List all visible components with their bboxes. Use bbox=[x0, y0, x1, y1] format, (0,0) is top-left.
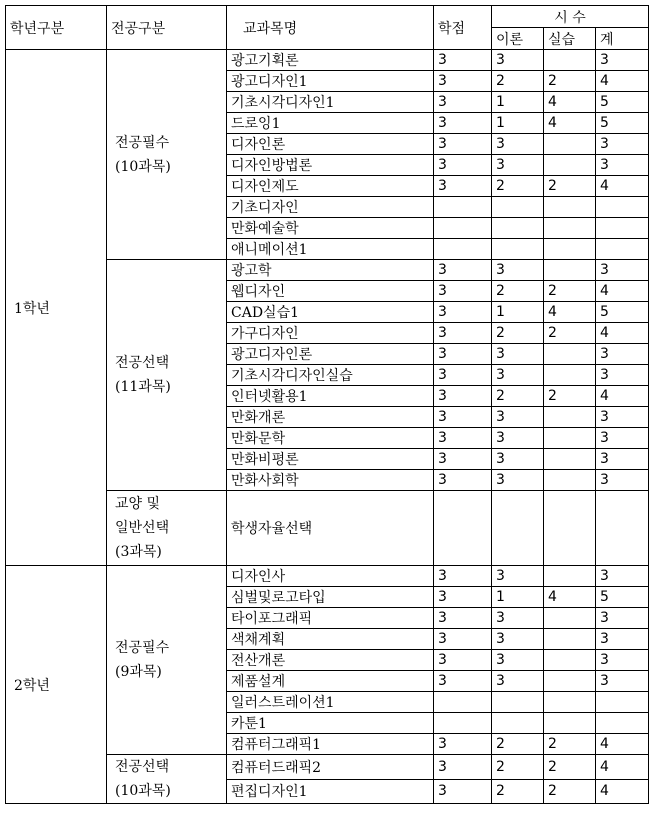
major-group-elective-2-line: (10과목) bbox=[115, 783, 171, 799]
theory-cell: 2 bbox=[492, 755, 544, 780]
total-cell bbox=[596, 713, 649, 734]
total-cell bbox=[596, 197, 649, 218]
credit-cell bbox=[434, 197, 492, 218]
course-name: 컴퓨터그래픽1 bbox=[227, 734, 434, 755]
course-name: 타이포그래픽 bbox=[227, 608, 434, 629]
total-cell: 5 bbox=[596, 302, 649, 323]
major-group-required-2 bbox=[107, 566, 227, 755]
table-row bbox=[6, 566, 649, 587]
practice-cell bbox=[544, 713, 596, 734]
major-group-general-1-line: 교양 및 bbox=[115, 496, 161, 512]
course-name: CAD실습1 bbox=[227, 302, 434, 323]
total-cell: 4 bbox=[596, 323, 649, 344]
practice-cell: 2 bbox=[544, 386, 596, 407]
theory-cell: 1 bbox=[492, 302, 544, 323]
theory-cell: 3 bbox=[492, 566, 544, 587]
total-cell bbox=[596, 239, 649, 260]
practice-cell bbox=[544, 260, 596, 281]
total-cell: 3 bbox=[596, 155, 649, 176]
course-name: 인터넷활용1 bbox=[227, 386, 434, 407]
total-cell: 3 bbox=[596, 449, 649, 470]
curriculum-table bbox=[5, 5, 649, 804]
course-name: 가구디자인 bbox=[227, 323, 434, 344]
total-cell: 3 bbox=[596, 365, 649, 386]
practice-cell bbox=[544, 344, 596, 365]
credit-cell: 3 bbox=[434, 113, 492, 134]
course-name: 디자인론 bbox=[227, 134, 434, 155]
total-cell: 3 bbox=[596, 407, 649, 428]
credit-cell: 3 bbox=[434, 344, 492, 365]
course-name: 광고디자인1 bbox=[227, 71, 434, 92]
course-name: 만화개론 bbox=[227, 407, 434, 428]
theory-cell: 3 bbox=[492, 134, 544, 155]
total-cell: 3 bbox=[596, 566, 649, 587]
header-hours: 시 수 bbox=[492, 6, 649, 28]
total-cell: 3 bbox=[596, 428, 649, 449]
practice-cell bbox=[544, 218, 596, 239]
credit-cell bbox=[434, 692, 492, 713]
practice-cell: 2 bbox=[544, 755, 596, 780]
theory-cell: 3 bbox=[492, 671, 544, 692]
course-name: 만화비평론 bbox=[227, 449, 434, 470]
total-cell: 4 bbox=[596, 779, 649, 804]
header-year: 학년구분 bbox=[6, 6, 107, 50]
credit-cell bbox=[434, 713, 492, 734]
theory-cell: 3 bbox=[492, 449, 544, 470]
theory-cell: 3 bbox=[492, 470, 544, 491]
credit-cell: 3 bbox=[434, 323, 492, 344]
total-cell: 3 bbox=[596, 134, 649, 155]
total-cell: 3 bbox=[596, 629, 649, 650]
major-group-elective-2 bbox=[107, 755, 227, 804]
header-row bbox=[6, 6, 649, 28]
theory-cell: 3 bbox=[492, 407, 544, 428]
practice-cell bbox=[544, 629, 596, 650]
course-name: 애니메이션1 bbox=[227, 239, 434, 260]
credit-cell: 3 bbox=[434, 281, 492, 302]
practice-cell bbox=[544, 470, 596, 491]
practice-cell bbox=[544, 365, 596, 386]
total-cell bbox=[596, 692, 649, 713]
course-name: 제품설계 bbox=[227, 671, 434, 692]
credit-cell bbox=[434, 218, 492, 239]
practice-cell: 4 bbox=[544, 113, 596, 134]
credit-cell: 3 bbox=[434, 50, 492, 71]
major-group-general-1-line: (3과목) bbox=[115, 544, 162, 560]
practice-cell: 2 bbox=[544, 71, 596, 92]
theory-cell: 1 bbox=[492, 587, 544, 608]
practice-cell: 2 bbox=[544, 323, 596, 344]
theory-cell: 1 bbox=[492, 113, 544, 134]
header-major: 전공구분 bbox=[107, 6, 227, 50]
credit-cell bbox=[434, 239, 492, 260]
credit-cell: 3 bbox=[434, 608, 492, 629]
credit-cell: 3 bbox=[434, 176, 492, 197]
theory-cell: 3 bbox=[492, 650, 544, 671]
total-cell: 3 bbox=[596, 470, 649, 491]
major-group-required-1-line: 전공필수 bbox=[115, 134, 170, 151]
practice-cell bbox=[544, 671, 596, 692]
practice-cell bbox=[544, 449, 596, 470]
table-row bbox=[6, 50, 649, 71]
credit-cell: 3 bbox=[434, 386, 492, 407]
course-name: 드로잉1 bbox=[227, 113, 434, 134]
practice-cell bbox=[544, 491, 596, 566]
total-cell: 3 bbox=[596, 650, 649, 671]
major-group-required-1-line: (10과목) bbox=[115, 158, 171, 175]
practice-cell: 4 bbox=[544, 92, 596, 113]
total-cell: 3 bbox=[596, 260, 649, 281]
credit-cell: 3 bbox=[434, 407, 492, 428]
year-label-1: 1학년 bbox=[6, 50, 107, 566]
theory-cell: 3 bbox=[492, 629, 544, 650]
major-group-general-1 bbox=[107, 491, 227, 566]
course-name: 기초시각디자인1 bbox=[227, 92, 434, 113]
theory-cell: 3 bbox=[492, 50, 544, 71]
credit-cell: 3 bbox=[434, 71, 492, 92]
theory-cell: 1 bbox=[492, 92, 544, 113]
credit-cell: 3 bbox=[434, 587, 492, 608]
credit-cell: 3 bbox=[434, 755, 492, 780]
theory-cell bbox=[492, 239, 544, 260]
course-name: 기초시각디자인실습 bbox=[227, 365, 434, 386]
course-name: 색채계획 bbox=[227, 629, 434, 650]
credit-cell: 3 bbox=[434, 629, 492, 650]
total-cell bbox=[596, 491, 649, 566]
major-group-required-2-line: 전공필수 bbox=[115, 640, 170, 656]
practice-cell bbox=[544, 50, 596, 71]
practice-cell: 2 bbox=[544, 281, 596, 302]
theory-cell bbox=[492, 491, 544, 566]
total-cell bbox=[596, 218, 649, 239]
major-group-elective-1-line: (11과목) bbox=[115, 379, 171, 395]
practice-cell bbox=[544, 428, 596, 449]
practice-cell bbox=[544, 407, 596, 428]
header-theory: 이론 bbox=[492, 28, 544, 50]
major-group-elective-1 bbox=[107, 260, 227, 491]
credit-cell: 3 bbox=[434, 155, 492, 176]
major-group-elective-1-line: 전공선택 bbox=[115, 355, 170, 371]
major-group-required-2-line: (9과목) bbox=[115, 664, 162, 680]
year-label-2: 2학년 bbox=[6, 566, 107, 804]
course-name: 카툰1 bbox=[227, 713, 434, 734]
theory-cell: 2 bbox=[492, 386, 544, 407]
theory-cell: 3 bbox=[492, 608, 544, 629]
practice-cell bbox=[544, 650, 596, 671]
theory-cell: 3 bbox=[492, 428, 544, 449]
practice-cell bbox=[544, 608, 596, 629]
total-cell: 3 bbox=[596, 344, 649, 365]
major-group-elective-2-line: 전공선택 bbox=[115, 759, 170, 775]
total-cell: 3 bbox=[596, 608, 649, 629]
theory-cell: 2 bbox=[492, 779, 544, 804]
course-name: 만화문학 bbox=[227, 428, 434, 449]
table-body bbox=[6, 50, 649, 804]
practice-cell bbox=[544, 239, 596, 260]
total-cell: 3 bbox=[596, 50, 649, 71]
total-cell: 4 bbox=[596, 176, 649, 197]
total-cell: 5 bbox=[596, 92, 649, 113]
credit-cell: 3 bbox=[434, 92, 492, 113]
course-name: 광고디자인론 bbox=[227, 344, 434, 365]
credit-cell: 3 bbox=[434, 365, 492, 386]
credit-cell: 3 bbox=[434, 428, 492, 449]
course-name: 심벌및로고타입 bbox=[227, 587, 434, 608]
practice-cell bbox=[544, 566, 596, 587]
credit-cell: 3 bbox=[434, 134, 492, 155]
theory-cell bbox=[492, 218, 544, 239]
total-cell: 4 bbox=[596, 386, 649, 407]
course-name: 광고학 bbox=[227, 260, 434, 281]
credit-cell: 3 bbox=[434, 566, 492, 587]
theory-cell: 2 bbox=[492, 281, 544, 302]
practice-cell bbox=[544, 134, 596, 155]
total-cell: 4 bbox=[596, 71, 649, 92]
theory-cell bbox=[492, 713, 544, 734]
theory-cell: 2 bbox=[492, 734, 544, 755]
total-cell: 5 bbox=[596, 113, 649, 134]
course-name: 기초디자인 bbox=[227, 197, 434, 218]
credit-cell: 3 bbox=[434, 650, 492, 671]
header-total: 계 bbox=[596, 28, 649, 50]
theory-cell: 2 bbox=[492, 323, 544, 344]
credit-cell bbox=[434, 491, 492, 566]
course-name: 디자인제도 bbox=[227, 176, 434, 197]
practice-cell bbox=[544, 155, 596, 176]
practice-cell bbox=[544, 692, 596, 713]
credit-cell: 3 bbox=[434, 671, 492, 692]
theory-cell bbox=[492, 692, 544, 713]
practice-cell bbox=[544, 197, 596, 218]
course-name: 편집디자인1 bbox=[227, 779, 434, 804]
course-name: 웹디자인 bbox=[227, 281, 434, 302]
credit-cell: 3 bbox=[434, 449, 492, 470]
total-cell: 4 bbox=[596, 734, 649, 755]
credit-cell: 3 bbox=[434, 470, 492, 491]
header-credit: 학점 bbox=[434, 6, 492, 50]
theory-cell: 2 bbox=[492, 71, 544, 92]
course-name: 만화예술학 bbox=[227, 218, 434, 239]
theory-cell bbox=[492, 197, 544, 218]
theory-cell: 3 bbox=[492, 344, 544, 365]
credit-cell: 3 bbox=[434, 302, 492, 323]
course-name: 전산개론 bbox=[227, 650, 434, 671]
practice-cell: 4 bbox=[544, 302, 596, 323]
total-cell: 3 bbox=[596, 671, 649, 692]
theory-cell: 3 bbox=[492, 365, 544, 386]
practice-cell: 2 bbox=[544, 176, 596, 197]
practice-cell: 4 bbox=[544, 587, 596, 608]
theory-cell: 3 bbox=[492, 155, 544, 176]
total-cell: 4 bbox=[596, 755, 649, 780]
total-cell: 4 bbox=[596, 281, 649, 302]
theory-cell: 3 bbox=[492, 260, 544, 281]
practice-cell: 2 bbox=[544, 779, 596, 804]
major-group-required-1 bbox=[107, 50, 227, 260]
header-practice: 실습 bbox=[544, 28, 596, 50]
course-name: 광고기획론 bbox=[227, 50, 434, 71]
credit-cell: 3 bbox=[434, 734, 492, 755]
course-name: 일러스트레이션1 bbox=[227, 692, 434, 713]
course-name: 디자인방법론 bbox=[227, 155, 434, 176]
practice-cell: 2 bbox=[544, 734, 596, 755]
header-course: 교과목명 bbox=[227, 6, 434, 50]
total-cell: 5 bbox=[596, 587, 649, 608]
theory-cell: 2 bbox=[492, 176, 544, 197]
course-name: 학생자율선택 bbox=[227, 491, 434, 566]
major-group-general-1-line: 일반선택 bbox=[115, 520, 170, 536]
course-name: 디자인사 bbox=[227, 566, 434, 587]
credit-cell: 3 bbox=[434, 260, 492, 281]
credit-cell: 3 bbox=[434, 779, 492, 804]
course-name: 컴퓨터드래픽2 bbox=[227, 755, 434, 780]
course-name: 만화사회학 bbox=[227, 470, 434, 491]
